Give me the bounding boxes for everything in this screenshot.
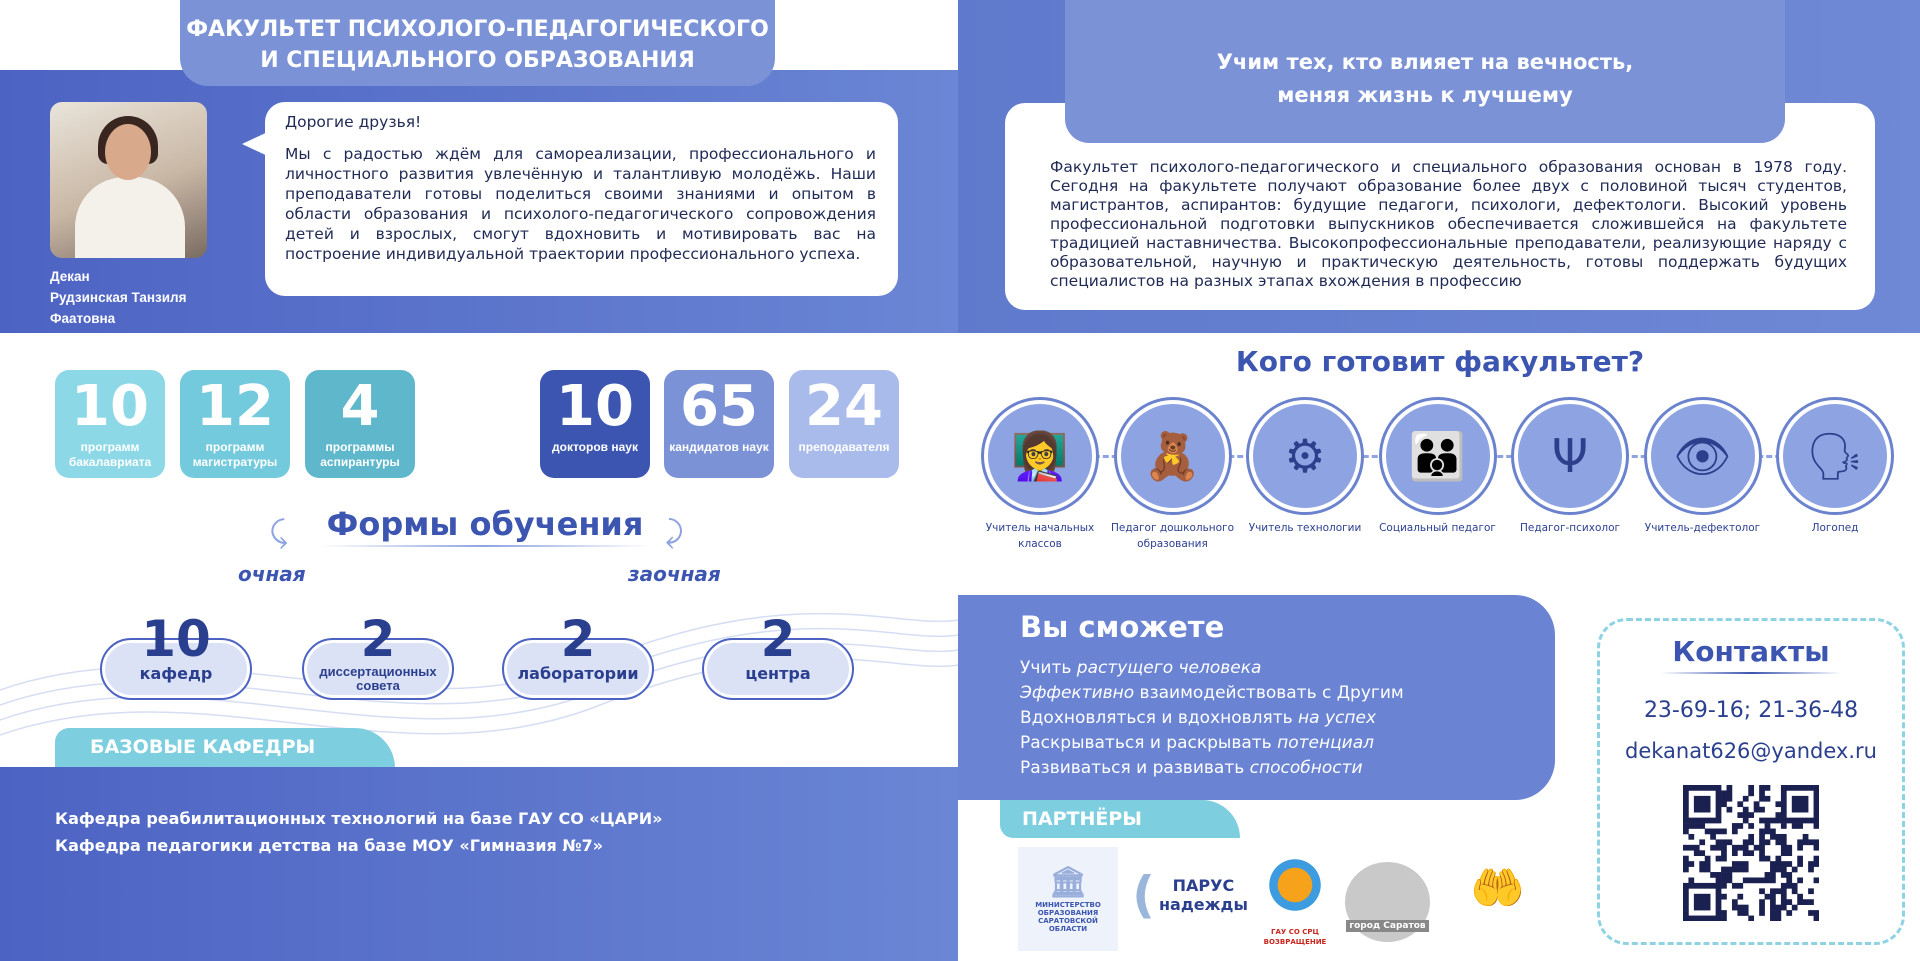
phones[interactable]: 23-69-16; 21-36-48 xyxy=(1643,698,1859,723)
arrow-right-icon: ⤸ xyxy=(665,515,683,550)
unit-label: кафедр xyxy=(139,664,213,683)
stat-label: программ бакалавриата xyxy=(68,440,152,469)
stat-value: 24 xyxy=(805,374,883,439)
stat-card xyxy=(540,370,650,478)
base-departments-tab: БАЗОВЫЕ КАФЕДРЫ xyxy=(55,728,395,768)
can-panel xyxy=(958,595,1555,800)
form-full: очная xyxy=(238,562,306,586)
career-label: Учитель технологии xyxy=(1248,522,1362,534)
contacts-box xyxy=(1597,618,1905,945)
stat-label: преподавателя xyxy=(798,440,890,454)
stat-value: 10 xyxy=(556,374,634,439)
stat-value: 65 xyxy=(680,374,758,439)
speech-head-icon: 🗣 xyxy=(1779,400,1891,512)
can-item: Раскрываться и раскрывать потенциал xyxy=(1020,733,1374,753)
slogan: Учим тех, кто влияет на вечность, меняя жизнь к лучшему xyxy=(1065,0,1785,143)
about-text: Факультет психолого-педагогического и специального образования основан в 1978 году. Сегодня на факультете получают образование более двух с половиной тысяч студентов, магистрантов, аспирантов: будущие педагоги, психологи, дефектологи. Высокий уровень профессиональной подготовки выпускников обеспечивается сложившейся на факультете традицией наставничества. Высокопрофессиональные преподаватели, реализующие наряду с образовательной, научную и практическую деятельность, готовы поддержать будущих специалистов на разных этапах вхождения в профессию xyxy=(1005,103,1875,310)
careers-title: Кого готовит факультет? xyxy=(1235,345,1645,378)
unit-value: 10 xyxy=(141,610,211,668)
stat-value: 12 xyxy=(196,374,274,439)
can-item: Развиваться и развивать способности xyxy=(1020,758,1363,778)
dean-caption: Декан Рудзинская Танзиля Фаатовна xyxy=(50,269,187,326)
can-title: Вы сможете xyxy=(1020,610,1225,644)
unit-value: 2 xyxy=(560,610,596,668)
dean-photo xyxy=(50,102,207,258)
unit-pill xyxy=(502,610,654,700)
arrow-left-icon: ⤹ xyxy=(270,515,288,550)
stat-value: 4 xyxy=(340,374,380,439)
can-item: Эффективно взаимодействовать с Другим xyxy=(1020,683,1404,703)
dean-message: Дорогие друзья! Мы с радостью ждём для самореализации, профессионального и личностного развития увлечённую и талантливую молодёжь. Наши преподаватели готовы поделиться своими знаниями и опытом в области образования и психолого-педагогического сопровождения детей и взрослых, смогут вдохновить и мотивировать вас на построение индивидуальной траектории профессионального успеха. xyxy=(265,102,898,296)
unit-label: диссертационных совета xyxy=(319,664,437,693)
can-item: Вдохновляться и вдохновлять на успех xyxy=(1020,708,1377,728)
career-label: Логопед xyxy=(1811,522,1859,534)
stat-value: 10 xyxy=(71,374,149,439)
unit-pill xyxy=(702,610,854,700)
qr-code-icon[interactable] xyxy=(1683,785,1819,921)
career-label: Социальный педагог xyxy=(1379,522,1496,534)
partner-logo-ministry: 🏛 МИНИСТЕРСТВО ОБРАЗОВАНИЯ САРАТОВСКОЙ ОБЛАСТИ xyxy=(1018,847,1118,951)
partner-logo-saratov: город Саратов xyxy=(1345,862,1430,942)
faculty-title: ФАКУЛЬТЕТ ПСИХОЛОГО-ПЕДАГОГИЧЕСКОГО И СПЕЦИАЛЬНОГО ОБРАЗОВАНИЯ xyxy=(180,0,775,86)
senses-icon: 👁 xyxy=(1647,400,1759,512)
base-item: Кафедра реабилитационных технологий на базе ГАУ СО «ЦАРИ» xyxy=(55,809,663,828)
unit-label: центра xyxy=(745,664,811,683)
career-label: Педагог дошкольного образования xyxy=(1110,522,1235,550)
unit-pill xyxy=(100,610,252,700)
stat-label: докторов наук xyxy=(552,440,638,454)
stat-card xyxy=(305,370,415,478)
forms-underline xyxy=(320,545,650,547)
base-item: Кафедра педагогики детства на базе МОУ «Гимназия №7» xyxy=(55,836,604,855)
contacts-title: Контакты xyxy=(1672,635,1830,668)
bottom-band-left xyxy=(0,767,958,961)
unit-value: 2 xyxy=(760,610,796,668)
partners-tab: ПАРТНЁРЫ xyxy=(1000,800,1240,838)
stat-card xyxy=(664,370,774,478)
forms-title: Формы обучения xyxy=(326,505,644,543)
partner-logo-parus: ( ПАРУС надежды xyxy=(1132,866,1248,924)
can-item: Учить растущего человека xyxy=(1020,658,1262,678)
form-part: заочная xyxy=(628,562,721,586)
stat-card xyxy=(55,370,165,478)
stat-label: кандидатов наук xyxy=(669,440,769,454)
partner-logo-vozvrashchenie: ГАУ СО СРЦ ВОЗВРАЩЕНИЕ xyxy=(1255,845,1335,955)
robot-gear-icon: ⚙ xyxy=(1249,400,1361,512)
stat-label: программ магистратуры xyxy=(192,440,278,469)
unit-pill xyxy=(302,610,454,700)
unit-value: 2 xyxy=(360,610,396,668)
stat-card xyxy=(789,370,899,478)
email-link[interactable]: dekanat626@yandex.ru xyxy=(1625,739,1877,763)
career-label: Учитель начальных классов xyxy=(985,522,1095,550)
preschool-icon: 🧸 xyxy=(1117,400,1229,512)
stat-label: программы аспирантуры xyxy=(320,440,400,469)
partner-logo-commission: 🤲 xyxy=(1470,862,1525,914)
psi-icon: Ψ xyxy=(1514,400,1626,512)
family-hands-icon: 👪 xyxy=(1382,400,1494,512)
teacher-icon: 👩‍🏫 xyxy=(984,400,1096,512)
career-label: Педагог-психолог xyxy=(1519,522,1621,534)
career-label: Учитель-дефектолог xyxy=(1644,522,1761,534)
unit-label: лаборатории xyxy=(517,664,639,683)
stat-card xyxy=(180,370,290,478)
